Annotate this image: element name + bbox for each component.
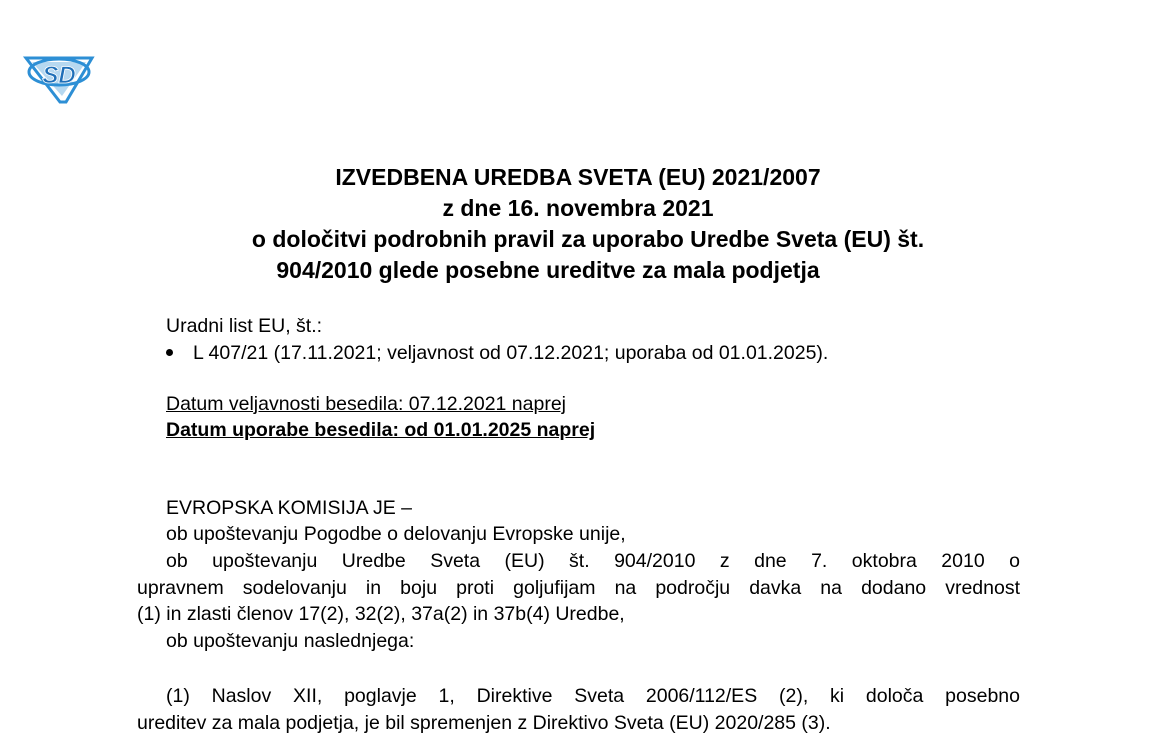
document-title: IZVEDBENA UREDBA SVETA (EU) 2021/2007: [335, 164, 821, 190]
document-subject-line-2: 904/2010 glede posebne ureditve za mala podjetja: [276, 257, 820, 283]
paragraph-regulation-line-1: ob upoštevanju Uredbe Sveta (EU) št. 904/2010 z dne 7. oktobra 2010 o: [166, 550, 1020, 572]
application-date: Datum uporabe besedila: od 01.01.2025 naprej: [166, 419, 596, 441]
validity-date: Datum veljavnosti besedila: 07.12.2021 naprej: [166, 393, 567, 415]
logo-text: SD: [42, 62, 76, 89]
paragraph-regulation-line-3: (1) in zlasti členov 17(2), 32(2), 37a(2) in 37b(4) Uredbe,: [137, 603, 625, 625]
document-date: z dne 16. novembra 2021: [442, 195, 714, 221]
commission-heading: EVROPSKA KOMISIJA JE –: [166, 497, 413, 519]
paragraph-treaty: ob upoštevanju Pogodbe o delovanju Evropske unije,: [166, 523, 626, 545]
recital-1-line-2: ureditev za mala podjetja, je bil spremenjen z Direktivo Sveta (EU) 2020/285 (3).: [137, 712, 831, 734]
logo-icon: [22, 50, 96, 104]
document-subject-line-1: o določitvi podrobnih pravil za uporabo Uredbe Sveta (EU) št.: [251, 226, 925, 252]
paragraph-considering: ob upoštevanju naslednjega:: [166, 630, 415, 652]
bullet-icon: [166, 349, 173, 356]
recital-1-line-1: (1) Naslov XII, poglavje 1, Direktive Sveta 2006/112/ES (2), ki določa posebno: [166, 685, 1020, 707]
paragraph-regulation-line-2: upravnem sodelovanju in boju proti goljufijam na področju davka na dodano vrednost: [137, 577, 1020, 599]
journal-reference: L 407/21 (17.11.2021; veljavnost od 07.12.2021; uporaba od 01.01.2025).: [193, 342, 829, 364]
journal-label: Uradni list EU, št.:: [166, 315, 323, 337]
